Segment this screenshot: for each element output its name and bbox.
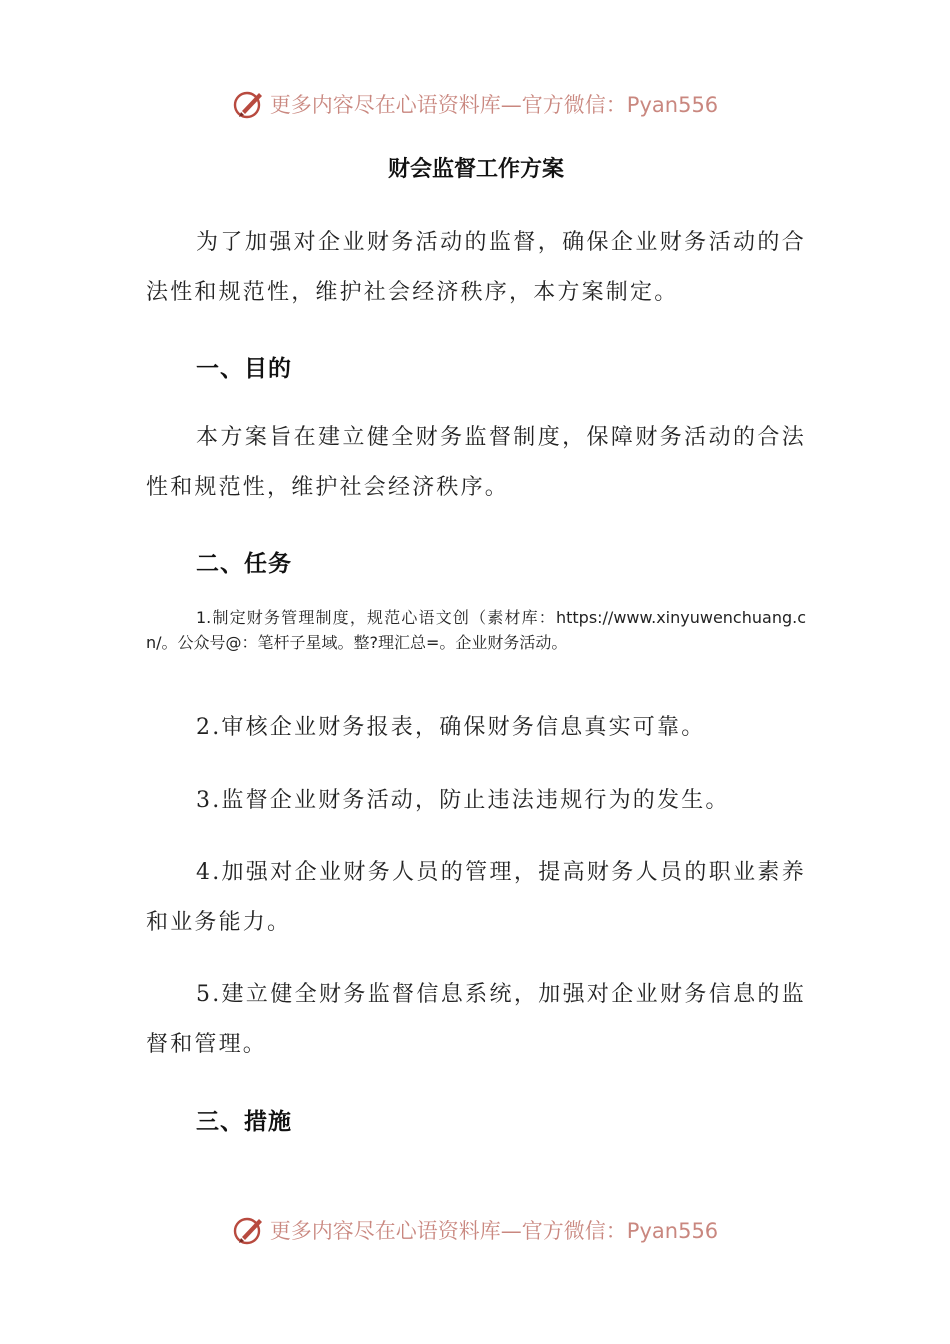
task-item-1: 1.制定财务管理制度，规范心语文创（素材库：https://www.xinyuwenchuang.cn/。公众号@：笔杆子星域。整?理汇总=。企业财务活动。 [146,608,806,652]
task-item-3: 3.监督企业财务活动，防止违法违规行为的发生。 [196,788,730,813]
watermark-text: 更多内容尽在心语资料库—官方微信：Pyan556 [269,93,719,117]
quill-pen-logo-icon [232,87,266,121]
section-heading-purpose: 一、目的 [196,356,292,382]
section-heading-measures: 三、措施 [196,1109,292,1135]
purpose-paragraph: 本方案旨在建立健全财务监督制度，保障财务活动的合法性和规范性，维护社会经济秩序。 [146,425,806,500]
task-item-4: 4.加强对企业财务人员的管理，提高财务人员的职业素养和业务能力。 [146,860,806,935]
header-watermark-banner [0,84,950,124]
task-item-5: 5.建立健全财务监督信息系统，加强对企业财务信息的监督和管理。 [146,982,806,1057]
document-title: 财会监督工作方案 [387,157,564,182]
watermark-text: 更多内容尽在心语资料库—官方微信：Pyan556 [269,1219,719,1243]
intro-paragraph: 为了加强对企业财务活动的监督，确保企业财务活动的合法性和规范性，维护社会经济秩序，本方案制定。 [146,230,806,305]
section-heading-tasks: 二、任务 [196,551,292,577]
footer-watermark-banner [0,1210,950,1250]
task-item-2: 2.审核企业财务报表，确保财务信息真实可靠。 [196,715,706,740]
quill-pen-logo-icon [232,1213,266,1247]
